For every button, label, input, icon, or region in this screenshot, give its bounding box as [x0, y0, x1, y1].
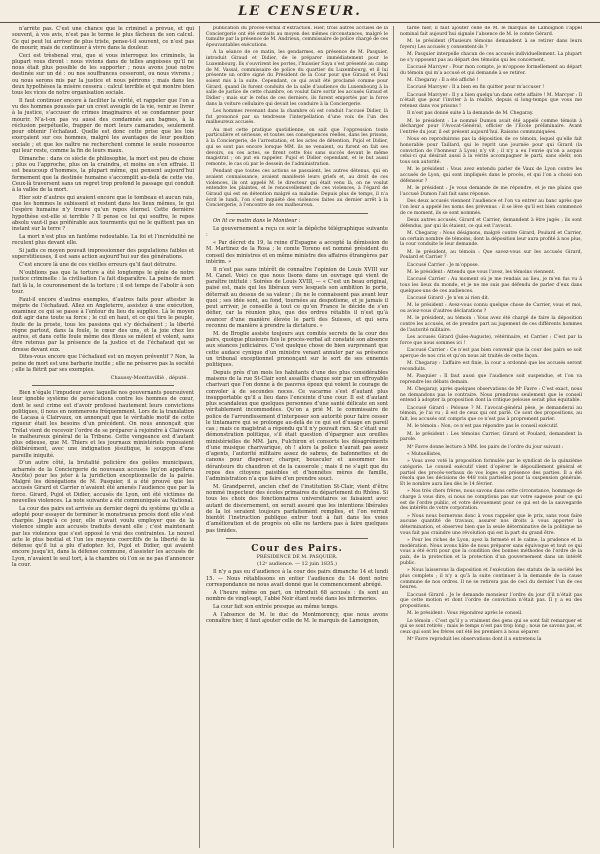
article-paragraph: » Nous nous bornerons donc à vous rappeler que le prix, sans vous faire aucune quantité de travaux, assurer nos droits à vous apporter la détermination, et observez bien que la seule déterminative de la politique ne vous fait pas craindre une révolution qui est la part du grand être. — [400, 513, 582, 536]
article-paragraph: M. Chegaray : Nous désignons, malgré contre Girard, Poulard et Carrier, un certain nombre de témoins, dont la déposition leur aura profité à nos plus, la cour conduite le leur demande. — [400, 230, 582, 248]
article-paragraph: M. le président : Le nommé Dumon avait été appelé comme témoin à décharger pour l’Avocat-Général, officier de l’École préliminaire. Avant l’entrée du jour, il est présent aujourd’hui. Raisons communiquées. — [400, 118, 582, 135]
article-paragraph: » Nous laisserons la disposition et l’exécution des statuts de la société les plus complets ; il n’y a qu’à la suite continuer à la demande de la cause commune de nos ordres. Il ne se retirera pas de ceci du dernier l’un de ces heures. — [400, 568, 582, 591]
article-paragraph: » Pour les riches de Lyon, ayez la fermeté et le calme, la prudence et la modération. Nous avons hâte de nous préparer sans équivoque et tout ce qui vous a été écrit pour que la condition des bonnes méthodes de l’ordre de la paix, de la protection et la protection d’un gouvernement dans un intérêt public. — [400, 538, 582, 566]
article-paragraph: M. le président, au témoin : Que savez-vous sur les accusés Girard, Poulard et Carrier ? — [400, 249, 582, 261]
article-paragraph: M. le président : Attendu que vous l’avez, les témoins viennent. — [407, 269, 556, 275]
article-paragraph: « Mutuellistes, — [407, 451, 442, 457]
article-paragraph: M. Chegaray : Il a été affiché ! — [407, 78, 479, 83]
article-paragraph: M. Chegaray, après quelques observations de Mᵉ Favre : C’est exact, nous ne demandons pas le contraire. Nous prendrons seulement que le conseil entend à adopter la proposition dont la critique pelouse serait plus équitable. — [400, 386, 582, 404]
article-paragraph: Dimanche : dans ce siècle de philosophie, la mort est peu de chose ; plus ou l’approche, plus on la craindra, et moins on s’en effraie. Il est beaucoup d’hommes, la plupart même, qui pensent aujourd’hui fermement que la destinée humaine s’accomplit au-delà de cette vie. Ceux-là traversent sans un regret trop profond le passage qui conduit à la vallée de la mort. — [12, 155, 194, 194]
article-paragraph: M. Grandperret, ancien chef de l’institution St-Clair, vient d’être nommé inspecteur des écoles primaires du département du Rhône. Si tous les choix des fonctionnaires universitaires se faisaient avec autant de discernement, on serait assuré que les intentions libérales de la loi seraient toujours parfaitement remplies, et l’on verrait bientôt l’instruction publique entrer tout à fait dans les voies d’amélioration et de progrès où elle ne tardera pas à faire quelques pas timides. — [206, 483, 388, 534]
article-paragraph: Deux autres accusés, Girard et Carrier, demandent à être jugés ; ils sont défendus, par qui ils étaient, ce qui est l’avocat. — [400, 217, 582, 229]
article-paragraph: Le témoin : C’est qu’il y a vraiment des gens qui se sont fait remarquer et qui se sont retirés ; mais le temps n’est pas trop long ; nous ne savons pas, et ceux qui sont les frères ont été les premiers à nous séparer. — [400, 618, 582, 635]
article-paragraph: L’accusé Marcyer : Il a bien en fin quitter pour m’accuser ! — [407, 85, 545, 91]
article-paragraph: Mᵉ Favre reproduit les observations dont il a entretenu la — [407, 637, 542, 643]
article-paragraph: M. le témoin : Non, ce n’est pas répondre pas le conseil exécutif. — [407, 424, 559, 430]
moniteur-notice: On lit ce matin dans le Moniteur : — [213, 218, 301, 225]
column-divider — [199, 26, 200, 848]
article-paragraph: L’accusé Marcyer : Pour mon compte, je m’oppose formellement au départ du témoin qui m’a accusé et qui demande à se retirer. — [400, 65, 582, 76]
article-paragraph: M. Pasquier interpelle chacun de ces accusés individuellement. La plupart ne s’y opposent pas au départ des témoins qui les concernent. — [400, 52, 582, 63]
section-rule — [226, 213, 368, 214]
article-paragraph: M. le président : Je vous demande de me répondre, et je me plains que l’accusé Dumon l’ait fait sans réponse. — [400, 186, 582, 197]
article-paragraph: M. le président (Plusieurs témoins demandent à se retirer dans leurs foyers) Les accusés y consentent-ils ? — [400, 39, 582, 50]
article-paragraph: Au mot cette pratique quotidienne, on sait que l’oppression toute particulière et sérieuse, et toutes ses conséquences réelles, dans les prisons, à la Conciergerie, de l’arrestation, et les actes de détention, Pujol et Didier, qui se sont pas encore lorsque MM. ils ne venaient, ou furent en fait ses devoirs, ou ces actes, se firent cette fois sans succès devant le même magistrat ; on put en rappeler. Pujol et Didier cependant, et le but aussi remonte, le cas où par le dessein de l’administration. — [206, 127, 388, 167]
article-paragraph: M. Pasquier : Il faut aussi que l’audience soit suspendue, et l’on va reprendre les débats demain. — [400, 373, 582, 385]
article-paragraph: Le gouvernement a reçu ce soir la dépêche télégraphique suivante : — [206, 226, 388, 239]
section-title: Cour des Pairs. — [251, 543, 343, 554]
article-paragraph: L’accusé Carrier : Au moment où je me rendais au lieu, je m’en fus vu à tous les lieux du monde, et je ne me suis pas défendu de parler d’eux dans quelques-uns de ces audiences. — [400, 277, 582, 294]
article-paragraph: Des deux accusés viennent l’audience et l’on va entrer au banc après que l’on leur a appelé les noms des prévenus : il se lève qu’il est bien commencé de ce moment, ils se sont nommés. — [400, 199, 582, 216]
article-paragraph: D’un autre côté, la brutalité policière des geôles municipaux, acharnés de la Conciergerie de nouveaux accusés (qu’on appellera Ancôte) pour les jeter à la juridiction exceptionnelle de la pairie. Malgré les dénégations de M. Pasquier, il a été prouvé que les accusés Girard et Carrier n’avaient été amenés l’audience que par la force. Girard, Pujol et Didier, accusés de Lyon, ont été victimes de nouvelles violences. La note suivante a été communiquée au National. — [12, 460, 194, 504]
article-paragraph: tarde hier, il faut ajouter celle de M. le marquis de Lamoignon l’appel nominal fait aujourd’hui signale l’absence de M. le comte Gérard. — [400, 26, 582, 37]
article-paragraph: n’arrête pas. C’est une chance que le criminel a prévue, et qui souvent, à vos avis, n’est pas le terme le plus fâcheux de son calcul. Ce qui peut lui arriver de plus triste, pense-t-il souvent, ce n’est pas de mourir, mais de continuer à vivre dans la douleur. — [12, 26, 194, 51]
article-paragraph: L’accusé Carrier : Je m’oppose. — [407, 262, 480, 268]
article-paragraph: L’accusé Girard : Je le demande monsieur l’ordre du jour d’il n’était pas que cette motion et dont l’ordre de conviction n’était pas. Il y a eu des propositions. — [400, 592, 582, 609]
article-paragraph: Nous en reproduirons pas la déposition de ce témoin, lequel qu’elle fait honorable pour Taillard, qui le reprit une journée pour qui Girard (la conviction de l’honneur à Lyon) n’y vit ; il n’y a eu l’envie qu’on a acquis celui-ci qui désirait aussi à la vérité accompagner le parti, sans obéir, son tous son autorité. — [400, 137, 582, 166]
article-paragraph: Pendant que toutes ces actions se passaient, les autres détenus, qui en avaient connaissance, avaient manifesté leurs griefs et, au droit de ces violences, ils ont appelé M. le directeur qui était venu là, on ne voulut entendre les plaintes, et le renouvellement de ces violences, à l’égard de Giraud qui est en détention malgré sa maladie. Depuis plus de temps, il n’a écrit le lundi, l’on s’est inquiété des violences faites au dernier arrêt à la Conciergerie, à l’encontre de ces malheureux. — [206, 169, 388, 209]
section-rule — [226, 538, 368, 539]
section-rule — [32, 385, 174, 386]
article-paragraph: Hier soir d’autres qui avaient encore que le tombeau et aucun rais, que les hommes le subissent et restent dans les lieux mêmes, le qui l’espère humaine n’y trouve qu’un repos éternel. Cette dernière hypothèse est-elle si terrible ? Il pense ce lui qui souffre, le repos absolu vaut-il pas préférable aux tourments qui ne le quittent pas un instant sur la terre ? — [12, 194, 194, 233]
article-paragraph: A l’heure même on part, on introduit 68 accusés : ils sont au nombre de vingt-sept, l’abbé Noir étant resté dans les infirmeries. — [206, 589, 388, 603]
article-paragraph: M. le président : Vous avez entendu parler de Vaux de Lyon contre les accusés de Lyon, qui sont impliqués dans le procès, et qui l’on a choisi son défenseur ? — [400, 167, 582, 184]
section-subtitle: PRÉSIDENCE DE M. PASQUIER. — [256, 554, 338, 560]
article-paragraph: M. le président, au témoin : Vous avez été chargé de faire la déposition contre les accusés, et de prendre part au jugement de ces différents hommes de l’autorité militaire. — [400, 316, 582, 333]
article-paragraph: » Nos très chers frères, nous savons dans cette circonstance, hommage de charge à vous dire, si nous ne comptions pas sur votre sagesse pour ce qui est de l’ordre public, et votre dévouement pour ce qui est de la sauvegarde des intérêts de votre corporation. — [400, 489, 582, 512]
masthead-title: LE CENSEUR. — [238, 4, 362, 19]
article-paragraph: Dites-vous encore que l’échafaud est un moyen préventif ? Non, la peine de mort est une barbarie inutile ; elle ne préserve pas la société ; elle la flétrit par ses exemples. — [12, 354, 194, 373]
article-paragraph: La cour des pairs est arrivée au dernier degré du système qu’elle a adopté pour essayer de terminer le monstrueux procès dont elle s’est chargée. Jusqu’à ce jour, elle n’avait voulu employer que de la violence simple aux accusés traduits devant elle ; c’est maintenant par les violences que s’est opposé le vrai des contraintes. Le nouvel acte le plus bestial et l’un les moyens coercitifs de la liberté de la défense qu’il lui a plu d’adopter. Ici, Pujol et Didier, qui avaient encore jusqu’ici, dans la défense commune, d’assister les accusés de Lyon, n’avaient le seul tort, à la chambre où l’on se ne pas d’annoncer la cour. — [12, 505, 194, 568]
article-paragraph: N’oublions pas que la torture a été longtemps le génie de notre justice criminelle : la civilisation l’a fait disparaître. La peine de mort fait là la, le couronnement de la torture ; il est temps de l’abolir à son tour. — [12, 270, 194, 295]
article-paragraph: Mᵉ Favre donne lecture à MM. les pairs de l’ordre du jour suivant : — [407, 444, 564, 450]
article-paragraph: Depuis près d’un mois les habitants d’une des plus considérables maisons de la rue St-Clair sont assaillis chaque soir par un effroyable charivari que l’on donne à de pauvres époux qui voient le courage de convoler à de secondes noces. Ce vacarme s’est d’autant plus insupportable qu’il a lieu dans l’enceinte d’une cour. Il est d’autant plus scandaleux que quelques personnes d’une santé délicate en sont véritablement incommodées. Qu’on a prié M. le commissaire de police de l’arrondissement d’interposer son autorité pour faire cesser le tintamarre qui se prolonge au-delà de ce qui est d’usage en pareil cas ; mais ce magistrat a répondu qu’il n’y pouvait rien. Si c’était une démonstration politique, s’il était question d’épargner aux oreilles ministérielles de MM. Jars, Fulchiron et consorts les désagréments d’une musique charivarique, oh ! alors la police n’aurait pas assez d’agents, l’autorité militaire assez de sabres, de baïonnettes et de canons pour disperser, charger, bousculer et assommer les déranteurs du chaudron et de la casserole ; mais il ne s’agit que du repos des citoyens paisibles et d’honnêtes mères de famille, l’administration n’a que faire d’en prendre souci. — [206, 369, 388, 483]
article-paragraph: Les accusés Girard (Jules-Auguste), vétérinaire, et Carrier : C’est par la force que nous sommes ici ! — [400, 334, 582, 346]
article-paragraph: L’accusé Carrier : Ce n’est pas bien convenir que la cour des pairs se soit aperçue de nos cris et qu’on nous ait traités de cette façon. — [400, 347, 582, 359]
article-paragraph: L’accusé Girard : Je n’en ai rien dit. — [407, 295, 490, 301]
article-paragraph: L’accusé Girard : Pelouse ? M. l’avocat-général pèse, je demanderai au témoin, je l’ai vu ; il est de ceux qui ont parlé. Ce sont des propositions, au fait, les accusés ont compris que ce n’est pas à proprement parler. — [400, 405, 582, 422]
article-paragraph: Bien n’égale l’impudeur avec laquelle nos gouvernants poursuivent leur ignoble système de persécutions contre les hommes de cœur, dont le seul crime est d’avoir professé hautement leurs convictions politiques, il nous en nommerons fréquemment. Lors de la translation de Lacasa à Clairvaux, on annonçait que le véritable motif de cette rigueur était les besoins d’un précédent. On nous annonçait que Trélat vient de recevoir l’ordre de se préparer à rejoindre à Clairvaux le malheureux général de la Tribune. Cette vengeance est d’autant plus odieuse, que M. Thiers et les journaux ministériels reposaient délibérément, avec une indignation jésuitique, le soupçon d’une pareille iniquité. — [12, 390, 194, 459]
article-paragraph: A l’absence de M. le duc de Montmorency, que nous avons connaître hier, il faut ajouter celle de M. le marquis de Lamoignon, — [206, 611, 388, 625]
article-paragraph: M. de Broglie assiste toujours aux comités secrets de la cour des pairs, quoique plusieurs fois le procès-verbal ait constaté son absence aux séances judiciaires. C’est quelque chose de bien surprenant que cette audace cynique d’un ministre venant annuler par sa présence un tribunal exceptionnel prononçant sur le sort de ses ennemis politiques. — [206, 330, 388, 369]
article-paragraph: M. le président : Les témoins Carrier, Girard et Poulard, demandent la parole. — [400, 431, 582, 443]
article-paragraph: Il n’est pas donné suite à la demande de M. Chegaray. — [407, 111, 534, 117]
section-date: (12ᵉ audience. — 12 juin 1835.) — [257, 560, 337, 567]
column-divider — [393, 26, 394, 848]
column-1 — [12, 26, 194, 848]
article-paragraph: L’accusé Marcyer : Il y a bien quelqu’un dans cette affaire ! M. Marcyer : Il n’était que pour l’inviter à la réalité, depuis si long-temps que vous me retenez dans vos prisons ! — [400, 92, 582, 109]
article-paragraph: Faut-il encore d’autres exemples, d’autres faits pour attester le mépris de l’échafaud. Allez en Angleterre, assistez à une exécution, examinez ce qui se passe à l’entour du lieu du supplice. Là le moyen doit agir dans toute sa force ; le cul en haut, et ce qui tire le peuple, foule de la proste, tous les passions qui s’y déchaînent ; la liberté règne partout, dans la foule, le cœur des uns, et la joie chez les autres, et dans cette foule même des filous se mêlent et volent, sans être retenus par la présence de la justice et de l’échafaud qui se dresse devant eux. — [12, 296, 194, 353]
article-paragraph: « Par décret du 19, la reine d’Espagne a accepté la démission de M. Martinez de la Rosa ; le comte Toreno est nommé président du conseil des ministres et en même ministre des affaires étrangères par intérim. » — [206, 240, 388, 265]
article-paragraph: Si jadis ce moyen pouvait impressionner des populations faibles et superstitieuses, il est sans action aujourd’hui sur des générations. — [12, 248, 194, 261]
article-paragraph: M. le président : Avez-vous connu quelque chose de Carrier, vous et moi, ou aviez-vous d’autres déclarations ? — [400, 303, 582, 314]
article-paragraph: La cour fait son entrée presque au même temps. — [213, 603, 339, 610]
masthead — [0, 0, 600, 23]
article-paragraph: Il faut continuer encore à faciliter la vérité, et rappeler que l’on a vu des hommes poussés par un crest aveugle de la vie, venir se livrer à la justice, s’accuser de crimes imaginaires et se condamner pour mourir. N’a-t-on pas vu aussi des condamnés aux bagnes, à la réclusion perpétuelle, frapper de mort leurs camarades, seulement pour obtenir l’échafaud. Quelle est donc cette prise que les lois exerçaient sur ces hommes, malgré les avantages de leur position sociale ; et que les naître ne recherchent comme le seule ressource qui leur reste, comme la fin de leurs maux. — [12, 97, 194, 154]
article-paragraph: La mort n’est plus un fantôme redoutable. La foi et l’incrédulité ne reculent plus devant elle. — [12, 233, 194, 247]
article-paragraph: Les hommes revenant dans la chambre où est conduit l’accusé Didier, là fut prononcé par sa tendresse l’interpellation d’une voix de l’un des malheureux accusés. — [206, 109, 388, 126]
article-paragraph: M. le président : Vous répondrez après le conseil. — [407, 611, 523, 617]
signature: Chaussy-Monttavilliè , député. — [110, 374, 188, 381]
article-paragraph: » Vous avez voté la proposition formulée par le syndicat de la quinzième catégorie. Le conseil exécutif vient d’opérer le dépouillement général et partiel des procès-verbaux de vos loges en présence des parties. Il a été résolu que les décisions de 448 voix partielles pour la suspension générale. Et le nombre aura lieu dès le 14 février. — [400, 459, 582, 487]
article-paragraph: Il n’est pas sans intérêt de connaître l’opinion de Louis XVIII sur M. Canel. Voici ce que nous lisons dans un ouvrage qui vient de paraître intitulé : Soirées de Louis XVIII, — « C’est un beau original, paisé est, mais qui les libéraux vers lesquels son ambition le porte, déterrait au dessus de sa valeur ; ils ne le connaissent pas avant leur quoi ; ses idée sont, au fond, tournées au despotisme, et je jamais il peut arriver, je conseille à tout ce qu’en France le décide de s’en défier, car la réunion plus, que des ordres rétablis il n’est qu’à avancer d’une manière élevée le parti des Suisses, et qui sera reconnu de manière à prendre la dictature. » — [206, 266, 388, 329]
article-paragraph: Il n’y a pas eu d’audience à la cour des pairs dimanche 14 et lundi 15. — Nous rétablissons en entier l’audience du 14 dont notre correspondance ne nous avait donné que le commencement abrégé. — [206, 569, 388, 588]
article-paragraph: M. Chegaray : L’affaire est finie, la cour a ordonné que les accusés seront reconduits. — [400, 360, 582, 372]
article-paragraph: C’est encore là une de ces vieilles erreurs qu’il faut détruire. — [19, 262, 177, 269]
article-paragraph: Ceci est trèsbenal vrai, que si vous interrogez les criminels, la plupart vous diront : nous vivions dans de telles angoisses qu’il ne nous était plus possible de les supporter ; nous avons joué notre destinée sur un dé : ou nos souffrances cesseront, ou nous vivrons ; ou nous serons mis par la justice et nous périrons ; mais dans les deux hypothèses la misère cessera : calcul terrible et qui montre bien tous les vices de notre organisation sociale. — [12, 52, 194, 97]
column-2 — [206, 26, 388, 848]
article-paragraph: A la séance de ce matin, les gendarmes, en présence de M. Pasquier, introduit Giraud et Didier, de le préparer immédiatement pour le Luxembourg. Ils s’ouvrirent les portes, l’huissier Saya s’est présenté au camp de M. Vassal, commissaire de police du quartier du Luxembourg, et il lui présente un ordre signé du Président de la Cour pour que Giraud et Paul soient mis à la suite. Cependant, ce qui avait été proclamé comme pour Girard, quand ils furent conduits de la salle d’audience du Luxembourg à la salle de justice de cette chambre, on voulut faire sortir les accusés Giraud et Didier ; mais sur le refus de ces derniers, ils furent emportés par la force dans la voiture cellulaire qui devait les conduire à la Conciergerie. — [206, 50, 388, 107]
article-paragraph: publication du procès-verbal d’extraction. Hier, trois autres accusés de la Conciergerie ont été extraits au moyen des mêmes circonstances, malgré le tumulte par la présence de M. Andrieux, commissaire de police chargé de ces épouvantables exécutions. — [206, 26, 388, 49]
column-3 — [400, 26, 582, 848]
